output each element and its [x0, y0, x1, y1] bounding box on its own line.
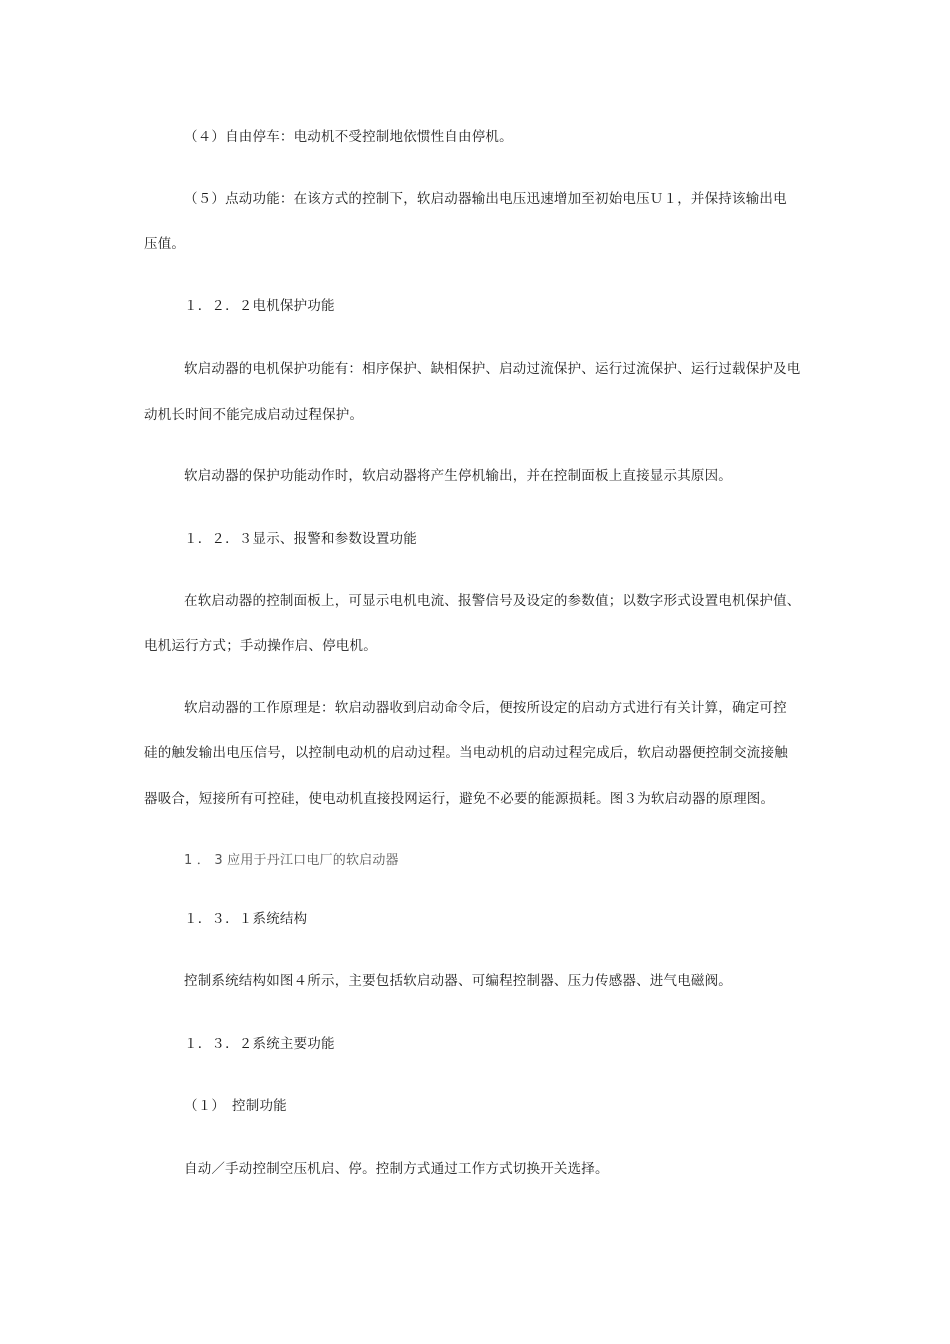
- paragraph-system-structure: 控制系统结构如图４所示，主要包括软启动器、可编程控制器、压力传感器、进气电磁阀。: [184, 973, 732, 989]
- paragraph-control-panel-line-2: 电机运行方式；手动操作启、停电机。: [144, 638, 377, 654]
- paragraph-protection-line-1: 软启动器的电机保护功能有：相序保护、缺相保护、启动过流保护、运行过流保护、运行过载保护及电: [184, 361, 801, 377]
- paragraph-protection-action: 软启动器的保护功能动作时，软启动器将产生停机输出，并在控制面板上直接显示其原因。: [184, 468, 732, 484]
- paragraph-auto-manual-control: 自动／手动控制空压机启、停。控制方式通过工作方式切换开关选择。: [184, 1161, 609, 1177]
- paragraph-jog-function-line-1: （５）点动功能：在该方式的控制下，软启动器输出电压迅速增加至初始电压Ｕ１，并保持该输出电: [184, 191, 787, 207]
- paragraph-principle-line-2: 硅的触发输出电压信号，以控制电动机的启动过程。当电动机的启动过程完成后，软启动器便控制交流接触: [144, 745, 788, 761]
- paragraph-control-panel-line-1: 在软启动器的控制面板上，可显示电机电流、报警信号及设定的参数值；以数字形式设置电机保护值、: [184, 593, 801, 609]
- paragraph-principle-line-1: 软启动器的工作原理是：软启动器收到启动命令后，便按所设定的启动方式进行有关计算，确定可控: [184, 700, 787, 716]
- paragraph-free-stop: （４）自由停车：电动机不受控制地依惯性自由停机。: [184, 129, 513, 145]
- paragraph-principle-line-3: 器吸合，短接所有可控硅，使电动机直接投网运行，避免不必要的能源损耗。图３为软启动器的原理图。: [144, 791, 775, 807]
- heading-display-alarm-params: １．２．３显示、报警和参数设置功能: [184, 531, 417, 547]
- heading-danjiangkou-soft-starter: 1 ． 3 应用于丹江口电厂的软启动器: [184, 853, 399, 868]
- heading-motor-protection: １．２．２电机保护功能: [184, 298, 335, 314]
- heading-main-functions: １．３．２系统主要功能: [184, 1036, 335, 1052]
- paragraph-jog-function-line-2: 压值。: [144, 236, 186, 252]
- heading-system-structure: １．３．１系统结构: [184, 911, 308, 927]
- paragraph-protection-line-2: 动机长时间不能完成启动过程保护。: [144, 407, 364, 423]
- heading-control-function: （１） 控制功能: [184, 1098, 287, 1114]
